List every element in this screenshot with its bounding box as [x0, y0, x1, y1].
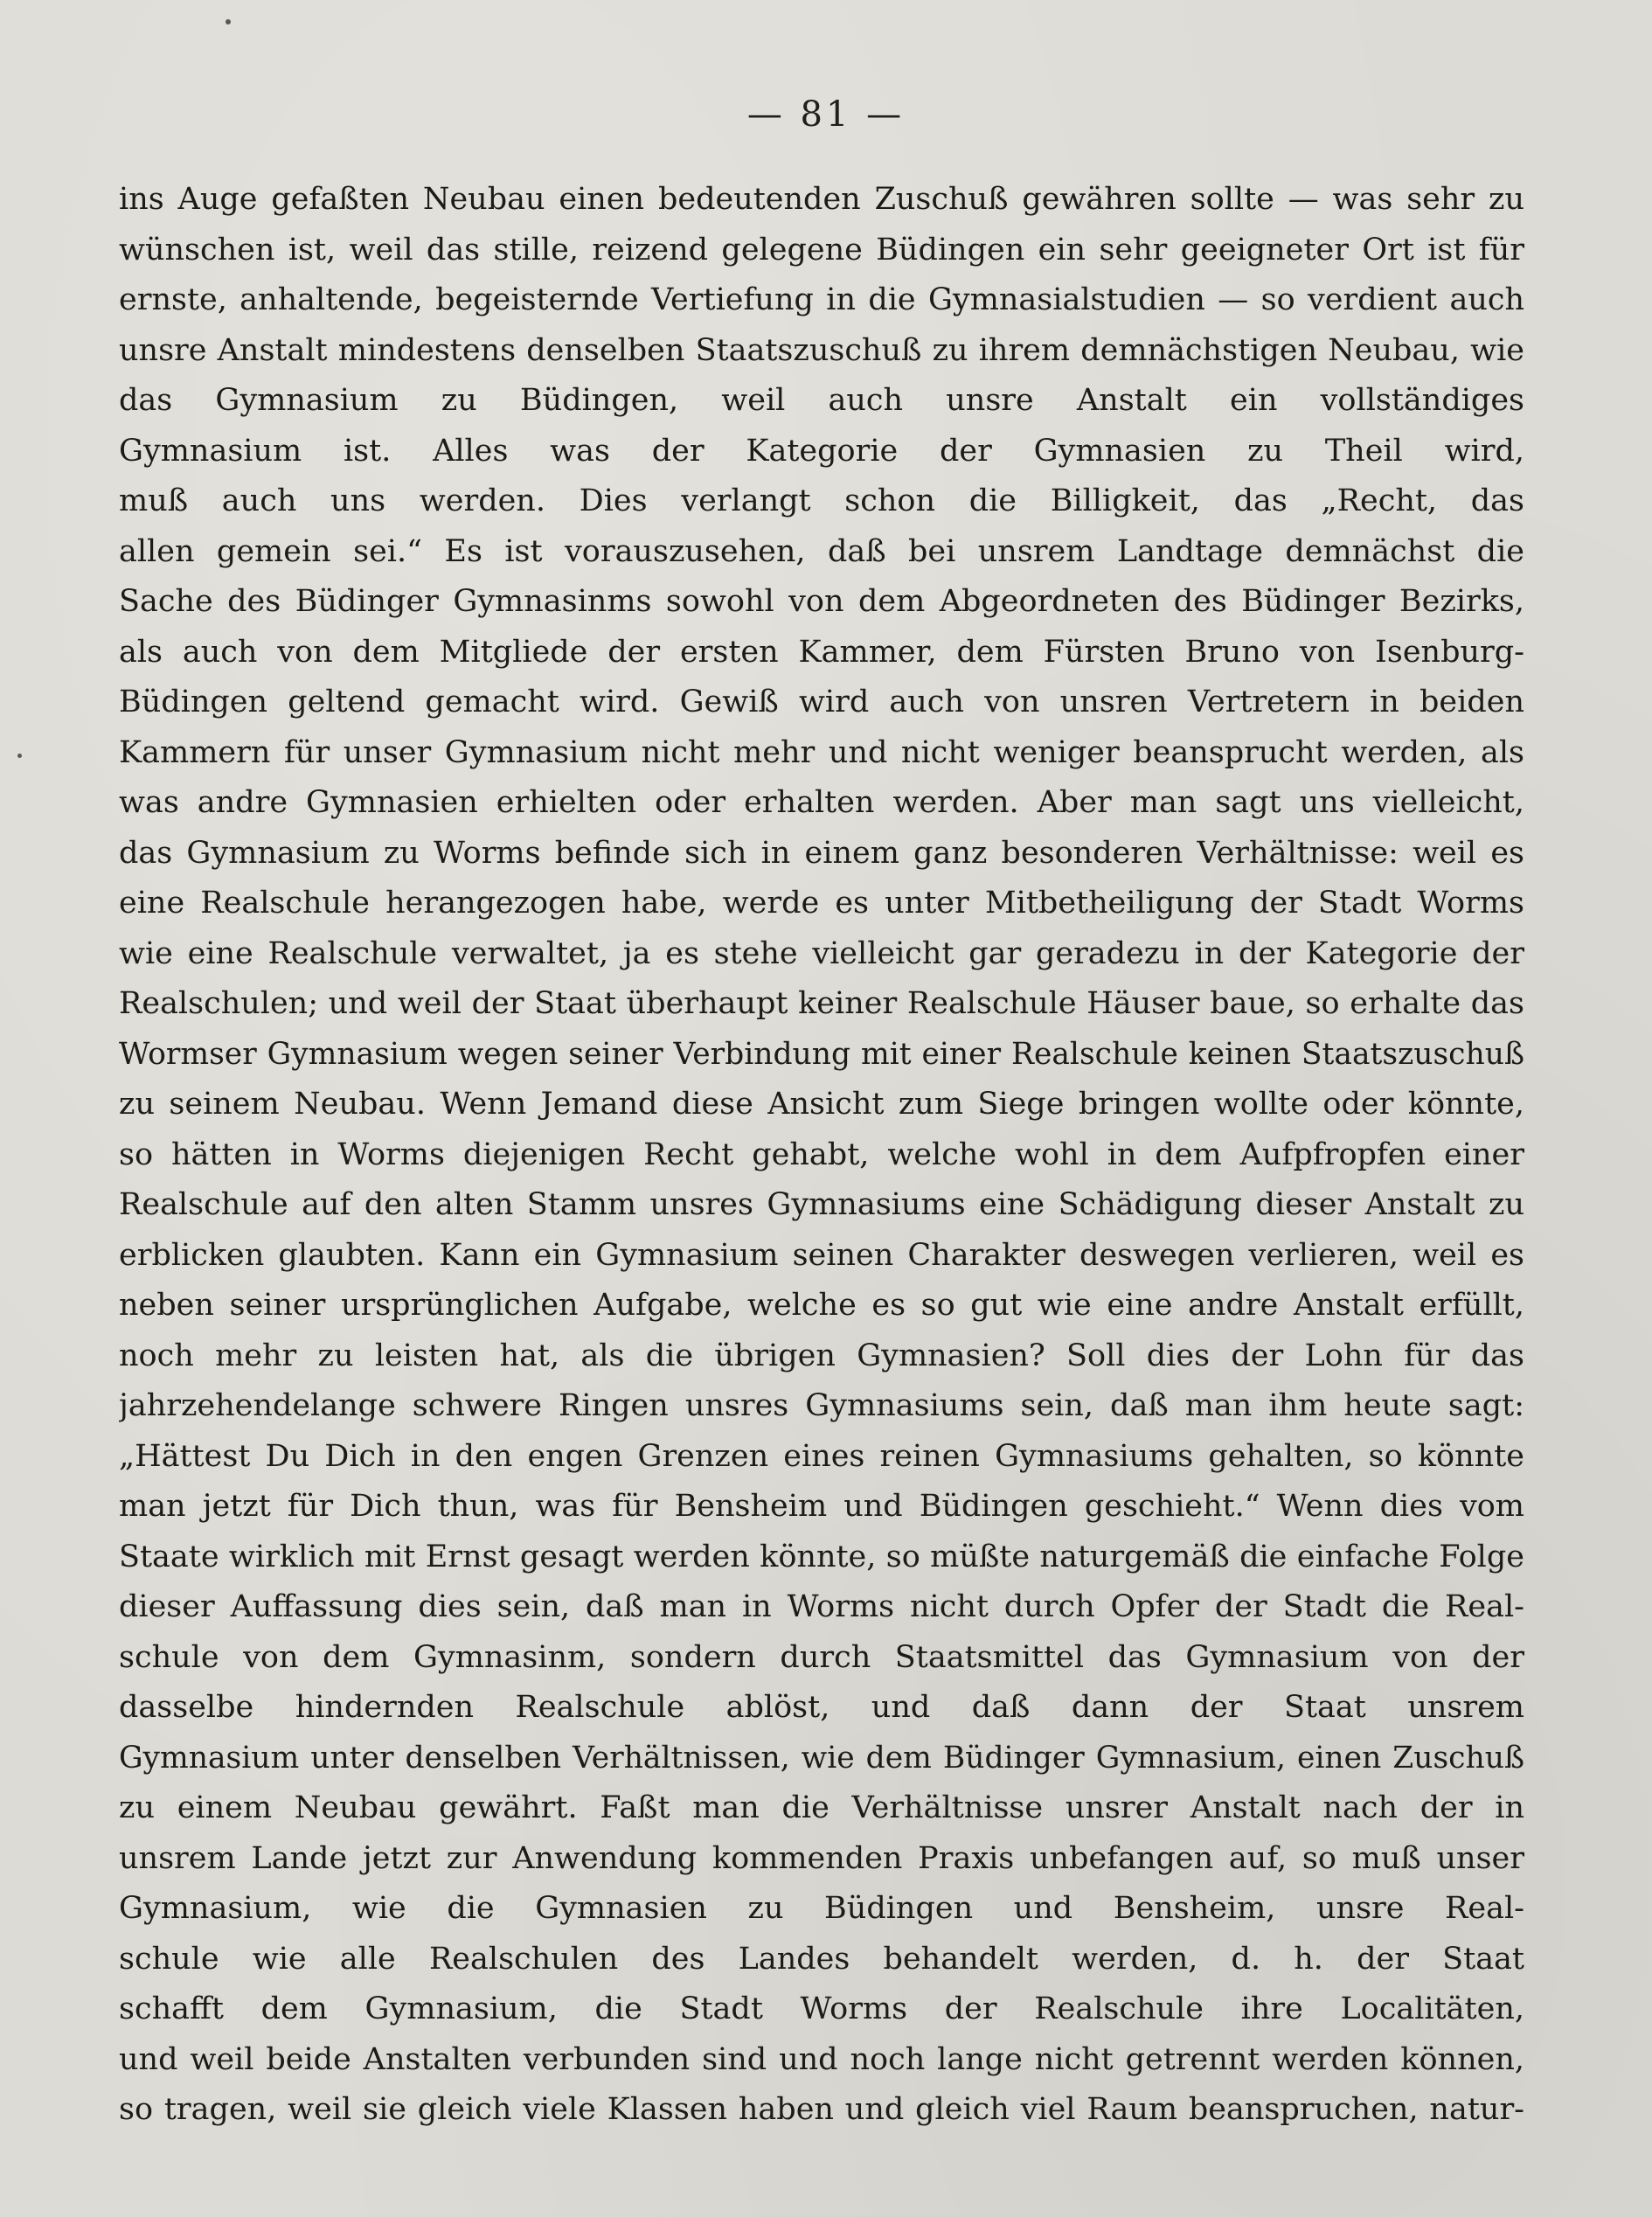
- text-line: das Gymnasium zu Büdingen, weil auch unsre Anstalt ein vollständiges: [119, 383, 1524, 418]
- text-line: „Hättest Du Dich in den engen Grenzen eines reinen Gymnasiums gehalten, so könnte: [119, 1438, 1524, 1474]
- text-line: Realschule auf den alten Stamm unsres Gymnasiums eine Schädigung dieser Anstalt zu: [119, 1187, 1524, 1222]
- text-line: dasselbe hindernden Realschule ablöst, und daß dann der Staat unsrem: [119, 1690, 1524, 1725]
- text-line: Gymnasium ist. Alles was der Kategorie der Gymnasien zu Theil wird,: [119, 433, 1524, 469]
- body-text: [119, 175, 1524, 2136]
- text-line: Kammern für unser Gymnasium nicht mehr und nicht weniger beansprucht werden, als: [119, 734, 1524, 770]
- paper-speck: [226, 19, 231, 24]
- text-line: erblicken glaubten. Kann ein Gymnasium seinen Charakter deswegen verlieren, weil es: [119, 1237, 1524, 1273]
- text-line: so hätten in Worms diejenigen Recht gehabt, welche wohl in dem Aufpfropfen einer: [119, 1136, 1524, 1172]
- text-line: was andre Gymnasien erhielten oder erhalten werden. Aber man sagt uns vielleicht,: [119, 785, 1524, 820]
- text-line: zu seinem Neubau. Wenn Jemand diese Ansicht zum Siege bringen wollte oder könnte,: [119, 1087, 1524, 1122]
- text-line: wünschen ist, weil das stille, reizend gelegene Büdingen ein sehr geeigneter Ort ist für: [119, 232, 1524, 268]
- text-line: allen gemein sei.“ Es ist vorauszusehen, daß bei unsrem Landtage demnächst die: [119, 533, 1524, 569]
- text-line: Gymnasium, wie die Gymnasien zu Büdingen und Bensheim, unsre Real-: [119, 1891, 1524, 1926]
- text-line: wie eine Realschule verwaltet, ja es stehe vielleicht gar geradezu in der Kategorie der: [119, 935, 1524, 971]
- text-line: als auch von dem Mitgliede der ersten Kammer, dem Fürsten Bruno von Isenburg-: [119, 634, 1524, 670]
- text-line: Büdingen geltend gemacht wird. Gewiß wird auch von unsren Vertretern in beiden: [119, 685, 1524, 719]
- text-line: schafft dem Gymnasium, die Stadt Worms der Realschule ihre Localitäten,: [119, 1991, 1524, 2026]
- text-line: man jetzt für Dich thun, was für Bensheim und Büdingen geschieht.“ Wenn dies vom: [119, 1489, 1524, 1524]
- text-line: jahrzehendelange schwere Ringen unsres Gymnasiums sein, daß man ihm heute sagt:: [119, 1388, 1524, 1423]
- text-line: so tragen, weil sie gleich viele Klassen haben und gleich viel Raum beanspruchen, natur-: [119, 2092, 1524, 2127]
- page-number: — 81 —: [746, 94, 906, 135]
- text-line: dieser Auffassung dies sein, daß man in Worms nicht durch Opfer der Stadt die Real-: [119, 1589, 1524, 1624]
- text-line: ernste, anhaltende, begeisternde Vertiefung in die Gymnasialstudien — so verdient auch: [119, 282, 1524, 317]
- text-line: und weil beide Anstalten verbunden sind und noch lange nicht getrennt werden können,: [119, 2041, 1524, 2077]
- text-line: Sache des Büdinger Gymnasinms sowohl von dem Abgeordneten des Büdinger Bezirks,: [119, 584, 1524, 619]
- text-line: schule wie alle Realschulen des Landes behandelt werden, d. h. der Staat: [119, 1941, 1524, 1977]
- text-line: neben seiner ursprünglichen Aufgabe, welche es so gut wie eine andre Anstalt erfüllt,: [119, 1288, 1524, 1323]
- text-line: das Gymnasium zu Worms befinde sich in einem ganz besonderen Verhältnisse: weil es: [119, 835, 1524, 871]
- text-line: ins Auge gefaßten Neubau einen bedeutenden Zuschuß gewähren sollte — was sehr zu: [119, 182, 1524, 217]
- text-line: Realschulen; und weil der Staat überhaupt keiner Realschule Häuser baue, so erhalte das: [119, 986, 1524, 1021]
- text-line: eine Realschule herangezogen habe, werde es unter Mitbetheiligung der Stadt Worms: [119, 886, 1524, 921]
- text-line: Wormser Gymnasium wegen seiner Verbindung mit einer Realschule keinen Staatszuschuß: [119, 1036, 1524, 1072]
- text-line: muß auch uns werden. Dies verlangt schon die Billigkeit, das „Recht, das: [119, 483, 1524, 518]
- text-line: Gymnasium unter denselben Verhältnissen, wie dem Büdinger Gymnasium, einen Zuschuß: [119, 1740, 1524, 1776]
- text-line: noch mehr zu leisten hat, als die übrigen Gymnasien? Soll dies der Lohn für das: [119, 1338, 1524, 1373]
- text-line: zu einem Neubau gewährt. Faßt man die Verhältnisse unsrer Anstalt nach der in: [119, 1790, 1524, 1825]
- text-line: unsre Anstalt mindestens denselben Staatszuschuß zu ihrem demnächstigen Neubau, wie: [119, 332, 1524, 368]
- text-line: schule von dem Gymnasinm, sondern durch Staatsmittel das Gymnasium von der: [119, 1639, 1524, 1675]
- text-line: unsrem Lande jetzt zur Anwendung kommenden Praxis unbefangen auf, so muß unser: [119, 1840, 1524, 1876]
- text-line: Staate wirklich mit Ernst gesagt werden könnte, so müßte naturgemäß die einfache Folge: [119, 1539, 1524, 1574]
- paper-speck: [17, 754, 22, 758]
